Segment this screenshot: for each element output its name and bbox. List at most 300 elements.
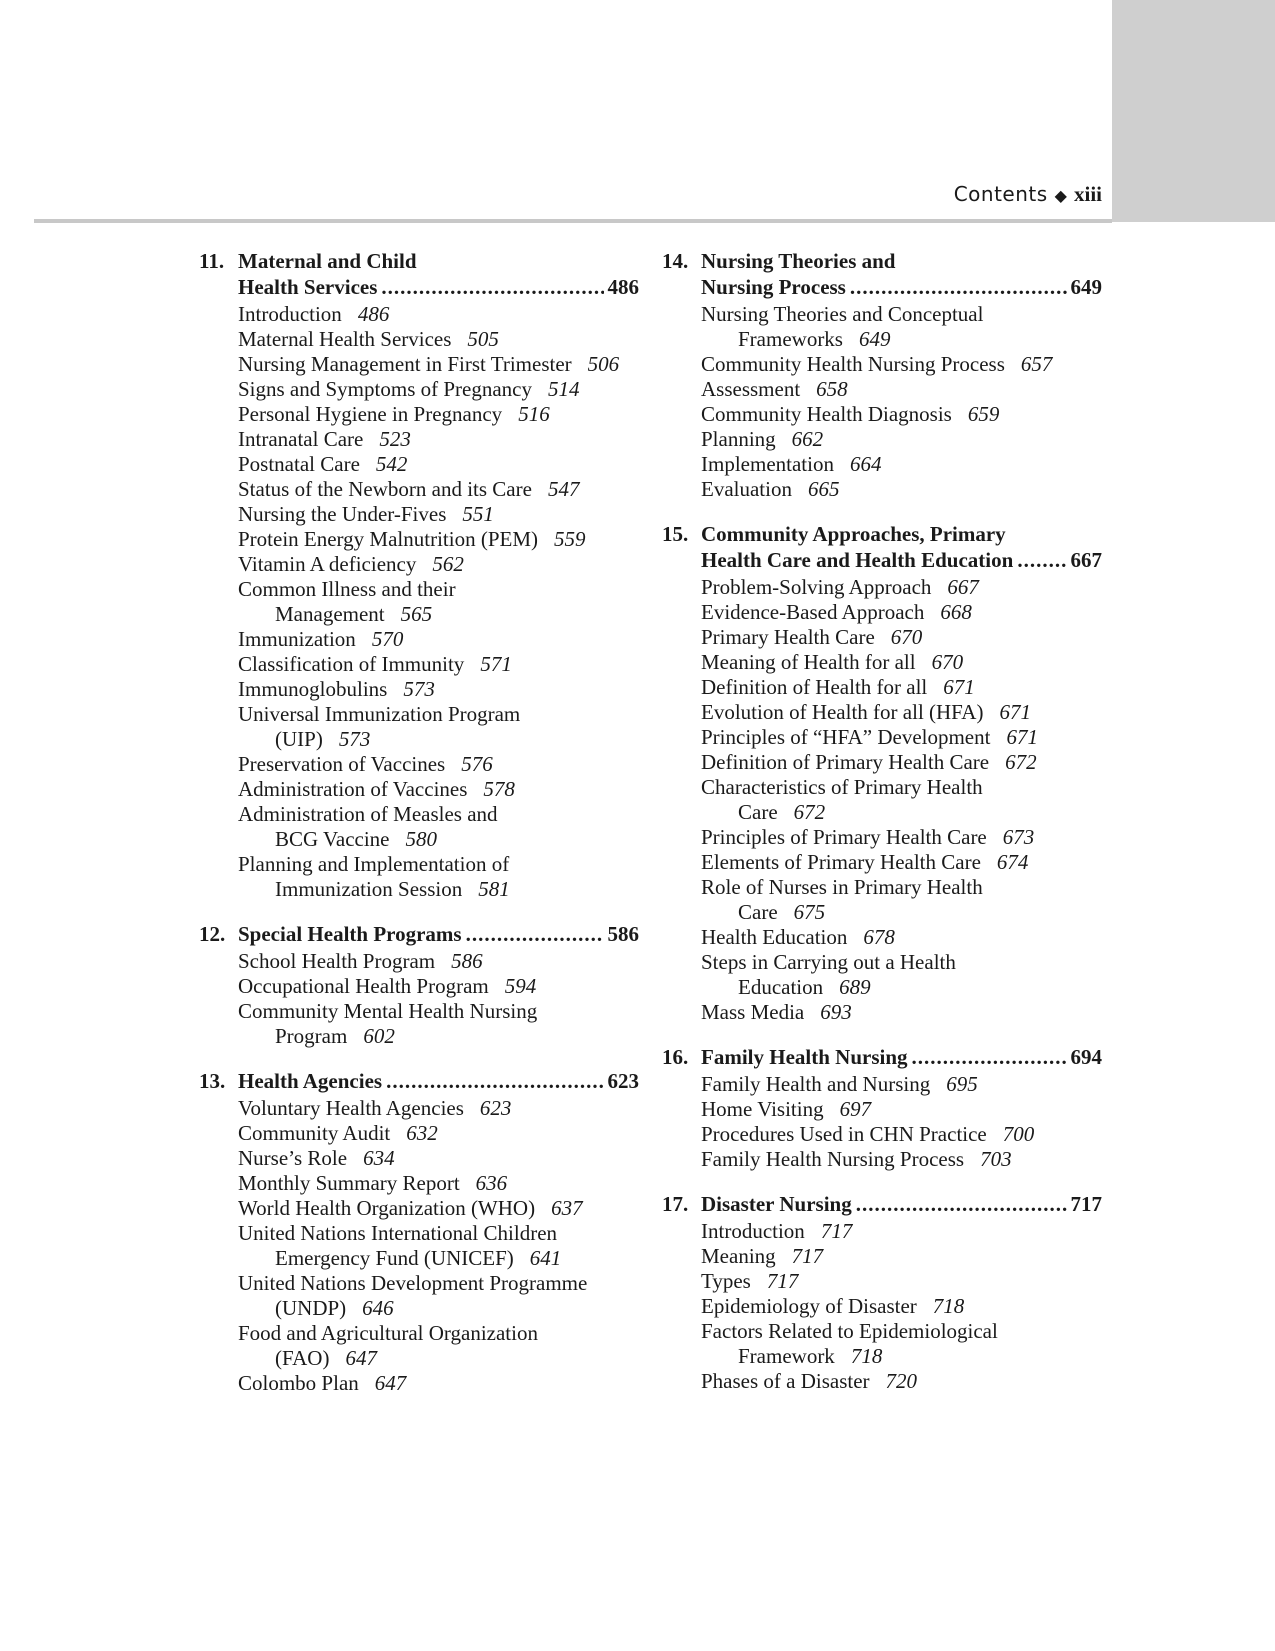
chapter-heading[interactable]: [662, 521, 1102, 573]
entry-page-number: 717: [791, 1244, 824, 1268]
entry-page-number: 700: [1002, 1122, 1035, 1146]
entry-title-text: Preservation of Vaccines: [238, 752, 446, 776]
chapter-page-number: 586: [607, 922, 639, 946]
entry-title-line: [238, 1146, 639, 1171]
entry-page-number: 486: [357, 302, 390, 326]
chapter-title-lastline: [701, 547, 1102, 573]
entry-title-line: [238, 1371, 639, 1396]
toc-entry[interactable]: [238, 702, 639, 752]
chapter-number: 13.: [199, 1069, 226, 1093]
entry-title-text: Role of Nurses in Primary Health: [701, 875, 983, 899]
entry-title-text: Postnatal Care: [238, 452, 360, 476]
chapter-page-number: 649: [1070, 275, 1102, 299]
toc-entry[interactable]: [238, 302, 639, 327]
entry-page-number: 571: [480, 652, 512, 676]
entry-title-line: [701, 650, 1102, 675]
toc-entry[interactable]: [701, 600, 1102, 625]
chapter-section: [662, 248, 1102, 502]
entry-title-line: [701, 452, 1102, 477]
entry-title-line: [238, 1096, 639, 1121]
entry-page-number: 672: [793, 800, 826, 824]
entry-page-number: 668: [940, 600, 972, 624]
entry-page-number: 586: [451, 949, 483, 973]
entry-page-number: 658: [816, 377, 848, 401]
entry-title-text: Elements of Primary Health Care: [701, 850, 981, 874]
entry-title-line: [238, 552, 639, 577]
entry-title-line: [701, 377, 1102, 402]
entry-title-text: Principles of “HFA” Development: [701, 725, 991, 749]
entry-title-text: Education: [738, 975, 824, 999]
entry-title-text: Principles of Primary Health Care: [701, 825, 987, 849]
chapter-entries: [662, 1072, 1102, 1172]
entry-title-text: Colombo Plan: [238, 1371, 359, 1395]
toc-entry[interactable]: [701, 1294, 1102, 1319]
entry-page-number: 505: [467, 327, 499, 351]
toc-entry[interactable]: [701, 850, 1102, 875]
toc-entry[interactable]: [701, 352, 1102, 377]
entry-title-line: [238, 352, 639, 377]
toc-entry[interactable]: [238, 1121, 639, 1146]
entry-title-text: Community Mental Health Nursing: [238, 999, 538, 1023]
entry-title-text: Signs and Symptoms of Pregnancy: [238, 377, 532, 401]
entry-page-number: 559: [554, 527, 586, 551]
chapter-title-lastline: [701, 274, 1102, 300]
entry-title-text: Food and Agricultural Organization: [238, 1321, 538, 1345]
toc-entry[interactable]: [238, 1271, 639, 1321]
entry-page-number: 581: [478, 877, 510, 901]
dot-leader: [466, 921, 604, 947]
entry-page-number: 636: [475, 1171, 508, 1195]
toc-column-right: [662, 248, 1102, 1413]
entry-page-number: 523: [379, 427, 411, 451]
entry-page-number: 665: [807, 477, 840, 501]
entry-title-line: [238, 1221, 639, 1246]
toc-entry[interactable]: [701, 1219, 1102, 1244]
entry-page-number: 594: [504, 974, 537, 998]
toc-entry[interactable]: [701, 302, 1102, 352]
entry-title-line: [701, 1097, 1102, 1122]
entry-title-line: [701, 1369, 1102, 1394]
entry-title-text: Administration of Measles and: [238, 802, 498, 826]
entry-title-line: [701, 302, 1102, 327]
entry-title-text: Procedures Used in CHN Practice: [701, 1122, 987, 1146]
entry-page-number: 551: [462, 502, 494, 526]
toc-entry[interactable]: [701, 700, 1102, 725]
chapter-heading[interactable]: [662, 1044, 1102, 1070]
toc-entry[interactable]: [701, 750, 1102, 775]
entry-page-number: 695: [946, 1072, 978, 1096]
toc-entry[interactable]: [238, 852, 639, 902]
entry-title-line: [238, 999, 639, 1024]
entry-title-line: [238, 1196, 639, 1221]
entry-title-line: [238, 752, 639, 777]
entry-title-line: [238, 1321, 639, 1346]
entry-title-line: [701, 750, 1102, 775]
entry-title-text: Home Visiting: [701, 1097, 824, 1121]
toc-entry[interactable]: [238, 327, 639, 352]
toc-entry[interactable]: [701, 775, 1102, 825]
entry-page-number: 678: [863, 925, 895, 949]
chapter-title-line: Community Approaches, Primary: [701, 522, 1006, 546]
entry-title-line: [701, 1072, 1102, 1097]
entry-title-text: Program: [275, 1024, 348, 1048]
entry-page-number: 573: [403, 677, 435, 701]
entry-title-text: Nursing the Under-Fives: [238, 502, 447, 526]
entry-page-number: 562: [432, 552, 464, 576]
entry-title-line: [701, 950, 1102, 975]
entry-page-number: 506: [587, 352, 620, 376]
entry-title-text: Personal Hygiene in Pregnancy: [238, 402, 503, 426]
dot-leader: [856, 1191, 1067, 1217]
entry-title-line: [238, 877, 639, 902]
chapter-section: [199, 1068, 639, 1396]
entry-title-line: [701, 675, 1102, 700]
toc-entry[interactable]: [701, 1319, 1102, 1369]
toc-entry[interactable]: [238, 974, 639, 999]
entry-title-line: [701, 975, 1102, 1000]
entry-title-text: Evolution of Health for all (HFA): [701, 700, 984, 724]
entry-title-text: Voluntary Health Agencies: [238, 1096, 464, 1120]
dot-leader: [912, 1044, 1067, 1070]
entry-title-line: [238, 377, 639, 402]
entry-title-text: Planning: [701, 427, 776, 451]
toc-entry[interactable]: [701, 825, 1102, 850]
toc-entry[interactable]: [701, 377, 1102, 402]
chapter-heading[interactable]: [199, 921, 639, 947]
toc-entry[interactable]: [238, 999, 639, 1049]
entry-title-text: (FAO): [275, 1346, 330, 1370]
toc-entry[interactable]: [701, 625, 1102, 650]
toc-entry[interactable]: [238, 949, 639, 974]
entry-title-text: Intranatal Care: [238, 427, 364, 451]
chapter-number: 15.: [662, 522, 689, 546]
entry-title-text: Administration of Vaccines: [238, 777, 468, 801]
entry-page-number: 580: [405, 827, 438, 851]
chapter-heading[interactable]: [662, 248, 1102, 300]
entry-title-text: Introduction: [701, 1219, 805, 1243]
entry-title-line: [238, 427, 639, 452]
toc-entry[interactable]: [238, 377, 639, 402]
page-number: xiii: [1073, 182, 1102, 206]
toc-entry[interactable]: [238, 1321, 639, 1371]
toc-entry[interactable]: [238, 502, 639, 527]
toc-entry[interactable]: [238, 652, 639, 677]
chapter-number: 16.: [662, 1045, 689, 1069]
entry-page-number: 673: [1002, 825, 1035, 849]
entry-title-text: Phases of a Disaster: [701, 1369, 870, 1393]
entry-title-text: Classification of Immunity: [238, 652, 465, 676]
entry-page-number: 573: [338, 727, 371, 751]
entry-title-text: Steps in Carrying out a Health: [701, 950, 956, 974]
entry-title-line: [238, 327, 639, 352]
chapter-heading[interactable]: [199, 248, 639, 300]
entry-title-line: [701, 925, 1102, 950]
toc-entry[interactable]: [238, 527, 639, 552]
entry-page-number: 542: [375, 452, 408, 476]
entry-title-line: [238, 802, 639, 827]
toc-entry[interactable]: [701, 1244, 1102, 1269]
entry-title-text: Vitamin A deficiency: [238, 552, 417, 576]
toc-entry[interactable]: [701, 650, 1102, 675]
chapter-entries: [199, 1096, 639, 1396]
chapter-title-line: Special Health Programs: [238, 922, 462, 946]
entry-page-number: 697: [839, 1097, 872, 1121]
entry-title-line: [238, 949, 639, 974]
entry-title-line: [701, 402, 1102, 427]
entry-title-text: Nursing Management in First Trimester: [238, 352, 572, 376]
toc-entry[interactable]: [238, 427, 639, 452]
toc-entry[interactable]: [238, 677, 639, 702]
entry-title-line: [238, 402, 639, 427]
chapter-heading[interactable]: [662, 1191, 1102, 1217]
entry-title-line: [701, 1000, 1102, 1025]
toc-entry[interactable]: [701, 1147, 1102, 1172]
chapter-title-lastline: [238, 921, 639, 947]
toc-column-left: [199, 248, 639, 1415]
entry-page-number: 675: [793, 900, 826, 924]
entry-title-text: United Nations International Children: [238, 1221, 558, 1245]
entry-page-number: 516: [518, 402, 550, 426]
entry-page-number: 649: [858, 327, 891, 351]
entry-title-text: Universal Immunization Program: [238, 702, 521, 726]
entry-title-text: Factors Related to Epidemiological: [701, 1319, 998, 1343]
toc-entry[interactable]: [701, 427, 1102, 452]
entry-page-number: 670: [890, 625, 923, 649]
toc-entry[interactable]: [701, 950, 1102, 1000]
entry-page-number: 664: [849, 452, 882, 476]
toc-entry[interactable]: [238, 577, 639, 627]
toc-entry[interactable]: [238, 1096, 639, 1121]
chapter-entries: [662, 1219, 1102, 1394]
entry-title-line: [701, 1244, 1102, 1269]
entry-title-text: Care: [738, 900, 778, 924]
chapter-title-line: Health Agencies: [238, 1069, 383, 1093]
chapter-section: [662, 521, 1102, 1025]
diamond-separator-icon: ◆: [1054, 188, 1067, 205]
toc-entry[interactable]: [701, 725, 1102, 750]
toc-entry[interactable]: [701, 575, 1102, 600]
entry-title-text: Frameworks: [738, 327, 843, 351]
chapter-title-lastline: [701, 1044, 1102, 1070]
toc-entry[interactable]: [701, 1122, 1102, 1147]
toc-entry[interactable]: [701, 477, 1102, 502]
toc-entry[interactable]: [238, 777, 639, 802]
entry-title-text: Implementation: [701, 452, 834, 476]
chapter-section: [662, 1191, 1102, 1394]
entry-title-line: [701, 1294, 1102, 1319]
chapter-page-number: 694: [1070, 1045, 1102, 1069]
toc-entry[interactable]: [701, 875, 1102, 925]
toc-entry[interactable]: [701, 1097, 1102, 1122]
entry-title-text: Evidence-Based Approach: [701, 600, 925, 624]
entry-page-number: 672: [1005, 750, 1037, 774]
dot-leader: [386, 1068, 603, 1094]
entry-page-number: 578: [483, 777, 515, 801]
toc-entry[interactable]: [238, 1146, 639, 1171]
entry-title-text: Community Health Nursing Process: [701, 352, 1005, 376]
chapter-section: [199, 248, 639, 902]
entry-title-line: [701, 725, 1102, 750]
entry-title-line: [238, 827, 639, 852]
entry-title-text: Community Health Diagnosis: [701, 402, 952, 426]
entry-page-number: 689: [839, 975, 871, 999]
entry-title-text: Meaning: [701, 1244, 776, 1268]
entry-page-number: 718: [850, 1344, 883, 1368]
entry-title-text: Immunization: [238, 627, 356, 651]
toc-entry[interactable]: [238, 1171, 639, 1196]
entry-page-number: 632: [406, 1121, 438, 1145]
entry-title-text: Management: [275, 602, 385, 626]
entry-title-text: School Health Program: [238, 949, 436, 973]
toc-entry[interactable]: [701, 402, 1102, 427]
chapter-section: [199, 921, 639, 1049]
dot-leader: [381, 274, 603, 300]
entry-page-number: 693: [820, 1000, 852, 1024]
chapter-heading[interactable]: [199, 1068, 639, 1094]
entry-title-text: Immunoglobulins: [238, 677, 388, 701]
toc-entry[interactable]: [701, 1369, 1102, 1394]
toc-entry[interactable]: [701, 925, 1102, 950]
toc-entry[interactable]: [238, 1221, 639, 1271]
entry-title-text: Problem-Solving Approach: [701, 575, 932, 599]
entry-title-line: [701, 700, 1102, 725]
entry-title-text: Nursing Theories and Conceptual: [701, 302, 984, 326]
chapter-title-line: Nursing Theories and: [701, 249, 896, 273]
chapter-page-number: 667: [1070, 548, 1102, 572]
toc-entry[interactable]: [238, 477, 639, 502]
entry-title-text: BCG Vaccine: [275, 827, 390, 851]
dot-leader: [1017, 547, 1066, 573]
chapter-page-number: 717: [1070, 1192, 1102, 1216]
chapter-page-number: 623: [607, 1069, 639, 1093]
entry-title-line: [701, 800, 1102, 825]
running-header: [954, 182, 1102, 207]
chapter-title-lastline: [701, 1191, 1102, 1217]
toc-entry[interactable]: [238, 352, 639, 377]
entry-title-text: (UNDP): [275, 1296, 347, 1320]
entry-page-number: 670: [931, 650, 964, 674]
entry-page-number: 671: [999, 700, 1031, 724]
toc-entry[interactable]: [238, 1196, 639, 1221]
entry-title-text: (UIP): [275, 727, 323, 751]
toc-entry[interactable]: [238, 552, 639, 577]
entry-page-number: 647: [374, 1371, 407, 1395]
header-rule: [34, 219, 1112, 223]
chapter-number: 14.: [662, 249, 689, 273]
entry-title-text: Protein Energy Malnutrition (PEM): [238, 527, 538, 551]
entry-page-number: 570: [371, 627, 404, 651]
entry-title-text: Mass Media: [701, 1000, 805, 1024]
entry-page-number: 703: [980, 1147, 1012, 1171]
entry-title-text: Status of the Newborn and its Care: [238, 477, 532, 501]
entry-title-text: World Health Organization (WHO): [238, 1196, 536, 1220]
entry-title-line: [238, 727, 639, 752]
entry-title-text: Definition of Primary Health Care: [701, 750, 990, 774]
entry-title-text: Care: [738, 800, 778, 824]
page-corner-tab: [1112, 0, 1275, 222]
entry-title-line: [238, 702, 639, 727]
entry-title-line: [701, 1122, 1102, 1147]
entry-title-line: [238, 652, 639, 677]
entry-page-number: 646: [362, 1296, 394, 1320]
entry-title-line: [701, 1319, 1102, 1344]
entry-title-line: [701, 1344, 1102, 1369]
toc-entry[interactable]: [701, 1269, 1102, 1294]
toc-entry[interactable]: [701, 675, 1102, 700]
chapter-title-lastline: [238, 274, 639, 300]
chapter-title-line: Family Health Nursing: [701, 1045, 908, 1069]
entry-title-line: [701, 875, 1102, 900]
entry-title-text: Health Education: [701, 925, 848, 949]
entry-page-number: 565: [400, 602, 433, 626]
entry-title-text: Immunization Session: [275, 877, 463, 901]
entry-title-line: [701, 1147, 1102, 1172]
entry-title-line: [238, 1171, 639, 1196]
entry-title-line: [701, 625, 1102, 650]
entry-page-number: 671: [1006, 725, 1038, 749]
entry-title-line: [701, 1219, 1102, 1244]
entry-title-text: Occupational Health Program: [238, 974, 489, 998]
chapter-title-line: Nursing Process: [701, 275, 846, 299]
entry-title-text: Introduction: [238, 302, 342, 326]
toc-entry[interactable]: [238, 452, 639, 477]
chapter-title-line: Health Care and Health Education: [701, 548, 1014, 572]
entry-title-line: [701, 600, 1102, 625]
chapter-title-lastline: [238, 1068, 639, 1094]
chapter-entries: [199, 302, 639, 902]
toc-entry[interactable]: [238, 802, 639, 852]
entry-page-number: 547: [547, 477, 580, 501]
entry-title-text: Planning and Implementation of: [238, 852, 510, 876]
toc-entry[interactable]: [701, 1000, 1102, 1025]
toc-entry[interactable]: [238, 752, 639, 777]
entry-title-line: [701, 427, 1102, 452]
chapter-number: 12.: [199, 922, 226, 946]
entry-title-text: Types: [701, 1269, 751, 1293]
entry-page-number: 647: [345, 1346, 377, 1370]
entry-title-line: [238, 974, 639, 999]
entry-title-text: Definition of Health for all: [701, 675, 928, 699]
entry-title-line: [238, 527, 639, 552]
chapter-entries: [662, 575, 1102, 1025]
entry-title-line: [701, 327, 1102, 352]
entry-title-text: Characteristics of Primary Health: [701, 775, 983, 799]
dot-leader: [850, 274, 1067, 300]
entry-title-line: [701, 775, 1102, 800]
entry-page-number: 657: [1020, 352, 1053, 376]
entry-title-line: [238, 577, 639, 602]
toc-entry[interactable]: [701, 452, 1102, 477]
entry-title-line: [238, 852, 639, 877]
entry-title-line: [238, 477, 639, 502]
chapter-number: 11.: [199, 249, 225, 273]
toc-entry[interactable]: [238, 1371, 639, 1396]
entry-page-number: 717: [766, 1269, 799, 1293]
entry-page-number: 674: [996, 850, 1029, 874]
entry-page-number: 717: [820, 1219, 853, 1243]
toc-entry[interactable]: [701, 1072, 1102, 1097]
entry-page-number: 718: [932, 1294, 965, 1318]
running-title: Contents: [953, 182, 1048, 206]
entry-title-line: [701, 575, 1102, 600]
chapter-page-number: 486: [607, 275, 639, 299]
entry-page-number: 576: [461, 752, 493, 776]
toc-entry[interactable]: [238, 402, 639, 427]
entry-title-line: [238, 777, 639, 802]
toc-entry[interactable]: [238, 627, 639, 652]
chapter-title-line: Disaster Nursing: [701, 1192, 852, 1216]
entry-page-number: 634: [363, 1146, 395, 1170]
